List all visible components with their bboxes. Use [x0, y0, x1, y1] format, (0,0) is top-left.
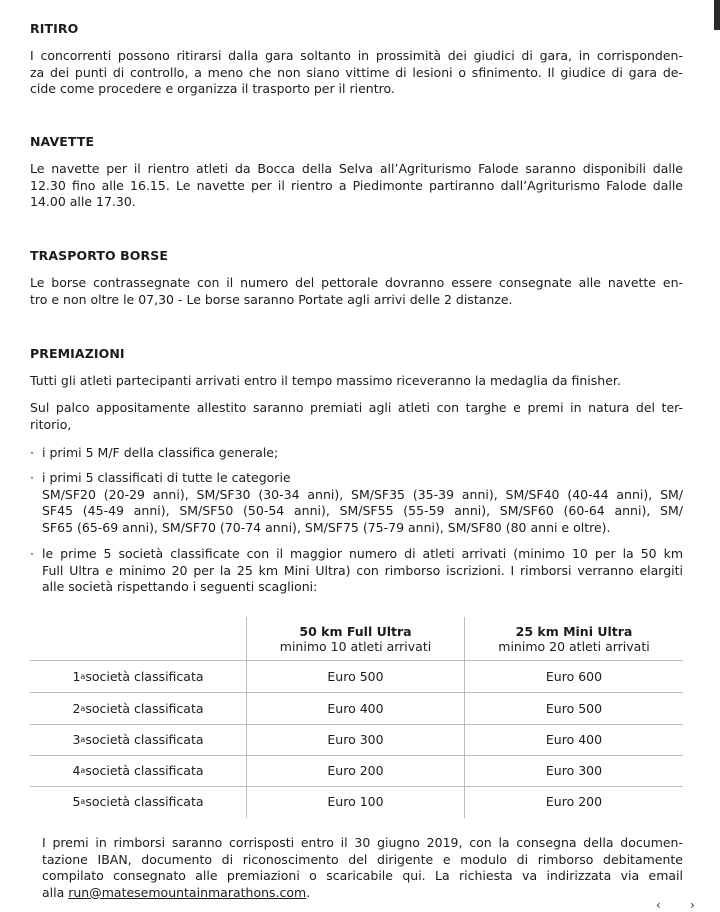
text-line: Tutti gli atleti partecipanti arrivati entro il tempo massimo riceveranno la medaglia da finisher. [30, 373, 621, 388]
header-subtitle: minimo 20 atleti arrivati [498, 638, 650, 654]
header-subtitle: minimo 10 atleti arrivati [279, 638, 432, 654]
text-line: cide come procedere e organizza il trasporto per il rientro. [30, 81, 395, 96]
cell-50km: Euro 100 [327, 794, 384, 809]
text-line: Le navette per il rientro atleti da Bocca della Selva all’Agriturismo Falode saranno disponibili dalle [30, 161, 683, 176]
row-label: 5 a società classificata [72, 794, 204, 809]
text-line: ritorio, [30, 416, 72, 432]
chevron-right-icon[interactable]: › [690, 898, 695, 912]
paragraph-trasporto-borse [30, 275, 683, 308]
text-line: compilato consegnato alle premiazioni o scaricabile qui. La richiesta va indirizzata via email [42, 868, 683, 883]
text-line: 12.30 fino alle 16.15. Le navette per il rientro a Piedimonte partiranno dall’Agriturismo Falode dalle [30, 177, 683, 193]
cell-25km: Euro 200 [545, 794, 603, 809]
row-label: 1 a società classificata [72, 669, 204, 684]
cell-50km: Euro 400 [327, 701, 384, 716]
text-line: tro e non oltre le 07,30 - Le borse saranno Portate agli arrivi delle 2 distanze. [30, 291, 513, 307]
paragraph-premiazioni-intro [30, 373, 683, 390]
list-item-text: i primi 5 classificati di tutte le categorie [42, 470, 291, 485]
text-line: za dei punti di controllo, a meno che non siano vittime di lesioni o sfinimento. Il giudice di gara de- [30, 64, 683, 80]
email-link[interactable]: run@matesemountainmarathons.com [68, 884, 307, 900]
header-title: 50 km Full Ultra [299, 623, 412, 639]
paragraph-ritiro [30, 48, 683, 98]
list-item-text: SF45 (45-49 anni), SM/SF50 (50-54 anni), SM/SF55 (55-59 anni), SM/SF60 (60-64 anni), SM/ [42, 503, 683, 518]
section-title-trasporto-borse: TRASPORTO BORSE [30, 248, 169, 263]
table-header-empty [30, 617, 246, 660]
text-line: tazione IBAN, documento di riconoscimento del dirigente e modulo di rimborso debitamente [42, 851, 683, 867]
paragraph-premiazioni-palco [30, 400, 683, 433]
list-item-text: SF65 (65-69 anni), SM/SF70 (70-74 anni), SM/SF75 (75-79 anni), SM/SF80 (80 anni e oltre). [42, 519, 611, 535]
list-item-text: i primi 5 M/F della classifica generale; [42, 445, 279, 460]
table-header-25km [465, 617, 683, 660]
header-title: 25 km Mini Ultra [515, 623, 633, 639]
text-line: alla run@matesemountainmarathons.com. [42, 884, 311, 900]
row-label: 3 a società classificata [72, 732, 204, 747]
cell-50km: Euro 300 [327, 732, 384, 747]
paragraph-rimborsi-note [42, 835, 683, 901]
row-label: 2 a società classificata [72, 701, 204, 716]
table-header-row [30, 617, 683, 661]
text-line: Le borse contrassegnate con il numero del pettorale dovranno essere consegnate alle navette en- [30, 275, 683, 290]
table-row [30, 786, 683, 817]
text-line: 14.00 alle 17.30. [30, 194, 136, 209]
bullet-icon: · [30, 470, 34, 485]
cell-50km: Euro 200 [327, 763, 384, 778]
cell-25km: Euro 500 [545, 701, 603, 716]
bullet-icon: · [30, 546, 34, 561]
text-line: Sul palco appositamente allestito saranno premiati agli atleti con targhe e premi in natura del ter- [30, 400, 683, 415]
list-item-text: alle società rispettando i seguenti scaglioni: [42, 579, 318, 594]
section-title-navette: NAVETTE [30, 134, 95, 149]
list-item-text: Full Ultra e minimo 20 per la 25 km Mini Ultra) con rimborso iscrizioni. I rimborsi verranno elargiti [42, 562, 683, 578]
table-row [30, 693, 683, 725]
section-title-premiazioni: PREMIAZIONI [30, 346, 125, 361]
cell-25km: Euro 600 [545, 669, 603, 684]
scrollbar-thumb[interactable] [714, 0, 720, 30]
text-line: I concorrenti possono ritirarsi dalla gara soltanto in prossimità dei giudici di gara, in corrisponden- [30, 48, 683, 63]
cell-25km: Euro 300 [545, 763, 603, 778]
table-row [30, 661, 683, 693]
cell-50km: Euro 500 [327, 669, 384, 684]
list-item-text: le prime 5 società classificate con il maggior numero di atleti arrivati (minimo 10 per la 50 km [42, 546, 683, 561]
text-line: I premi in rimborsi saranno corrisposti entro il 30 giugno 2019, con la consegna della documen- [42, 835, 683, 850]
table-header-50km [247, 617, 464, 660]
cell-25km: Euro 400 [545, 732, 603, 747]
section-title-ritiro: RITIRO [30, 21, 79, 36]
row-label: 4 a società classificata [72, 763, 204, 778]
list-item-text: SM/SF20 (20-29 anni), SM/SF30 (30-34 anni), SM/SF35 (35-39 anni), SM/SF40 (40-44 anni), SM/ [42, 486, 683, 502]
bullet-icon: · [30, 445, 34, 460]
paragraph-navette [30, 161, 683, 211]
table-row [30, 724, 683, 756]
table-row [30, 755, 683, 787]
chevron-left-icon[interactable]: ‹ [656, 898, 661, 912]
